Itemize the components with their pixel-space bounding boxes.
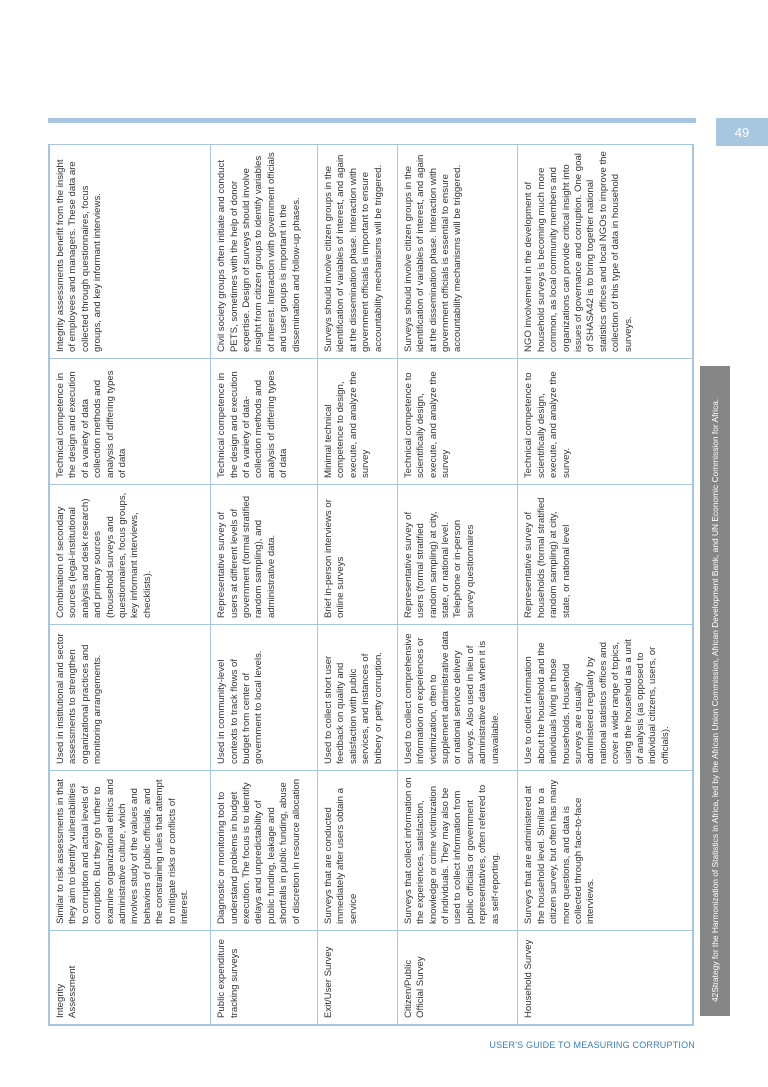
participation-cell: Surveys should involve citizen groups in the identification of variables of interest, and again at the dissemination phase. Interaction with government officials is essential to ensure accountability mechanisms will be triggered. xyxy=(397,145,517,359)
footer-title: USER'S GUIDE TO MEASURING CORRUPTION xyxy=(489,1040,695,1050)
usage-cell: Used to collect comprehensive information on experiences or victimization, often to supplement administrative data or national service delivery surveys. Also used in lieu of administrative data when it is unavailable. xyxy=(397,625,517,771)
data-source-cell: Combination of secondary sources (legal-institutional analysis and desk research) and primary sources (household surveys and questionnaires, focus groups, key informant interviews, checklists). xyxy=(50,485,211,625)
description-cell: Surveys that are conducted immediately after users obtain a service xyxy=(318,771,398,931)
description-cell: Surveys that are administered at the household level. Similar to a citizen survey, but often has many more questions, and data is collected through face-to-face interviews. xyxy=(518,771,693,931)
usage-cell: Used in community-level contexts to track flows of budget from center of government to local levels. xyxy=(211,625,318,771)
description-cell: Diagnostic or monitoring tool to understand problems in budget execution. The focus is to identify delays and unpredictability of public funding, leakage and shortfalls in public funding, abuse of discretion in resource allocation xyxy=(211,771,318,931)
table-row xyxy=(397,145,517,1025)
competence-cell: Technical competence to scientifically design, execute, and analyze the survey xyxy=(397,359,517,485)
participation-cell: Civil society groups often initiate and conduct PETS, sometimes with the help of donor expertise. Design of surveys should involve insight from citizen groups to identify variables of interest. Interaction with government officials and user groups is important in the dissemination and follow-up phases. xyxy=(211,145,318,359)
participation-cell: NGO involvement in the development of household surveys is becoming much more common, as local community members and organizations can provide critical insight into issues of governance and corruption. One goal of SHASA42 is to bring together national statistics offices and local NGOs to improve the collection of this type of data in household surveys. xyxy=(518,145,693,359)
usage-cell: Use to collect information about the household and the individuals living in those households. Household surveys are usually administered regularly by national statistics offices and cover a wide range of topics, using the household as a unit of analysis (as opposed to individual citizens, users, or officials). xyxy=(518,625,693,771)
competence-cell: Minimal technical competence to design, execute, and analyze the survey xyxy=(318,359,398,485)
method-name-cell: Citizen/Public Official Survey xyxy=(397,931,517,1025)
competence-cell: Technical competence in the design and execution of a variety of data-collection methods and analysis of differing types of data xyxy=(211,359,318,485)
method-name-cell: Integrity Assessment xyxy=(50,931,211,1025)
competence-cell: Technical competence in the design and execution of a variety of data collection methods and analysis of differing types of data xyxy=(50,359,211,485)
method-name-cell: Public expenditure tracking surveys xyxy=(211,931,318,1025)
footnote-bar xyxy=(700,366,730,1016)
description-cell: Surveys that collect information on the experiences, satisfaction, knowledge or crime victimization of individuals. They may also be used to collect information from public officials or government representatives, often referred to as self-reporting. xyxy=(397,771,517,931)
methods-table xyxy=(48,144,694,1026)
usage-cell: Used to collect short user feedback on quality and satisfaction with public services, and instances of bribery or petty corruption. xyxy=(318,625,398,771)
participation-cell: Surveys should involve citizen groups in the identification of variables of interest, and again at the dissemination phase. Interaction with government officials is important to ensure accountability mechanisms will be triggered. xyxy=(318,145,398,359)
table-row xyxy=(518,145,693,1025)
table-row xyxy=(318,145,398,1025)
page-number: 49 xyxy=(716,118,768,146)
data-source-cell: Representative survey of households (formal stratified random sampling) at city, state, or national level xyxy=(518,485,693,625)
method-name-cell: Exit/User Survey xyxy=(318,931,398,1025)
table-grid xyxy=(49,144,693,1025)
method-name-cell: Household Survey xyxy=(518,931,693,1025)
rotated-table-content xyxy=(49,145,693,1025)
data-source-cell: Brief in-person interviews or online surveys xyxy=(318,485,398,625)
table-row xyxy=(50,145,211,1025)
description-cell: Similar to risk assessments in that they aim to identify vulnerabilities to corruption and actual levels of corruption. But they go further to examine organizational ethics and administrative culture, which involves study of the values and behaviors of public officials, and the constraining rules that attempt to mitigate risks or conflicts of interest. xyxy=(50,771,211,931)
participation-cell: Integrity assessments benefit from the insight of employees and managers. These data are collected through questionnaires, focus groups, and key informant interviews. xyxy=(50,145,211,359)
footnote-text: 42Strategy for the Harmonization of Statistics in Africa, led by the African Union Commission, African Development Bank, and UN Economic Commission for Africa. xyxy=(710,398,720,1002)
usage-cell: Used in institutional and sector assessments to strengthen organizational practices and monitoring arrangements. xyxy=(50,625,211,771)
competence-cell: Technical competence to scientifically design, execute, and analyze the survey. xyxy=(518,359,693,485)
data-source-cell: Representative survey of users (formal stratified random sampling) at city, state, or national level. Telephone or in-person survey questionnaires xyxy=(397,485,517,625)
data-source-cell: Representative survey of users at different levels of government (formal stratified random sampling), and administrative data. xyxy=(211,485,318,625)
top-rule xyxy=(48,118,696,123)
table-row xyxy=(211,145,318,1025)
